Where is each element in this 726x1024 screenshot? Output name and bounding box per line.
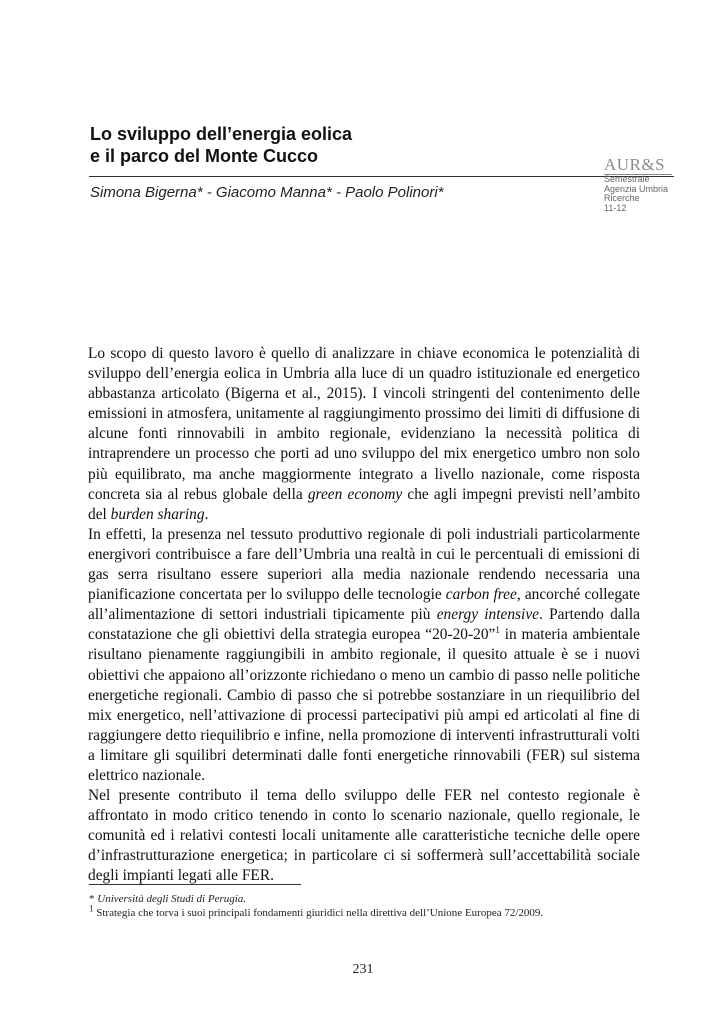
article-title bbox=[90, 123, 610, 167]
title-line-2: e il parco del Monte Cucco bbox=[90, 146, 319, 166]
logo-mark: AUR&S bbox=[604, 156, 672, 175]
footnote-2 bbox=[89, 903, 544, 920]
footnote-1 bbox=[89, 892, 543, 906]
title-line-1: Lo sviluppo dell’energia eolica bbox=[90, 124, 353, 144]
text-run: Lo scopo di questo lavoro è quello di analizzare in chiave economica le potenzialità di sviluppo dell’energia eolica in Umbria alla luce di un quadro istituzionale ed energetico abbastanza articolato (Bigerna et al., 2015). I vincoli stringenti del contenimento delle emissioni in atmosfera, unitamente al raggiungimento prossimo dei limiti di diffusione di alcune fonti rinnovabili in ambito regionale, evidenziano la necessità politica di intraprendere un processo che porti ad uno sviluppo del mix energetico umbro non solo più equilibrato, ma anche maggiormente integrato a livello nazionale, come risposta concreta sia al rebus globale della bbox=[88, 345, 640, 503]
paragraph-1 bbox=[88, 344, 640, 525]
logo-line-4: 11-12 bbox=[604, 202, 627, 213]
text-run: . bbox=[270, 867, 274, 885]
paragraph-3 bbox=[88, 786, 640, 886]
acronym: FER bbox=[531, 746, 560, 764]
emphasis: energy intensive bbox=[436, 606, 539, 624]
footnote-text: Università degli Studi di Perugia. bbox=[97, 893, 247, 905]
acronym: FER bbox=[444, 787, 473, 805]
article-body bbox=[88, 344, 640, 887]
acronym: FER bbox=[241, 867, 271, 885]
emphasis: burden sharing bbox=[110, 505, 205, 523]
text-run: . Partendo dalla constatazione che gli obiettivi della strategia europea “20-20-20” bbox=[88, 606, 640, 644]
emphasis: green economy bbox=[307, 485, 403, 503]
footnotes bbox=[89, 892, 543, 920]
text-run: Nel presente contributo il tema dello sviluppo delle bbox=[88, 787, 445, 805]
logo-line-2: Agenzia Umbria bbox=[604, 183, 669, 194]
title-rule bbox=[89, 176, 674, 177]
text-run: In effetti, la presenza nel tessuto produttivo regionale di poli industriali particolarmente energivori contribuisce a fare dell’Umbria una realtà in cui le percentuali di emissioni di gas serra risultano essere superiori alla media nazionale rendendo necessaria una pianificazione concertata per lo sviluppo delle tecnologie bbox=[88, 525, 640, 604]
text-run: in materia ambientale risultano pienamente raggiungibili in ambito regionale, il quesito attuale è se i nuovi obiettivi che appaiono all’orizzonte richiedano o meno un cambio di passo nelle politiche energetiche regionali. Cambio di passo che si potrebbe sostanziare in un riequilibrio del mix energetico, nell’attivazione di processi partecipativi più ampi ed articolati al fine di raggiungere detto riequilibrio e infine, nella promozione di interventi infrastrutturali volti a limitare gli squilibri determinati dalle fonti energetiche rinnovabili ( bbox=[88, 626, 641, 764]
journal-logo bbox=[604, 156, 682, 213]
logo-line-1: Semestrale bbox=[604, 174, 650, 184]
text-run: . bbox=[204, 505, 209, 523]
footnote-ref: 1 bbox=[495, 625, 500, 636]
logo-line-3: Ricerche bbox=[604, 193, 640, 203]
paragraph-2 bbox=[88, 525, 640, 786]
emphasis: carbon free bbox=[445, 586, 517, 604]
footnote-marker: 1 bbox=[89, 903, 94, 914]
footnote-rule bbox=[89, 884, 301, 885]
page-number: 231 bbox=[352, 962, 374, 977]
text-run: che agli impegni previsti nell’ambito del bbox=[88, 485, 641, 523]
text-run: nel contesto regionale è affrontato in modo critico tenendo in conto lo scenario nazionale, quello regionale, le comunità ed i relativi contesti locali unitamente alle caratteristiche tecniche delle opere d’infrastrutturazione energetica; in particolare ci si soffermerà sull’accettabilità sociale degli impianti legati alle bbox=[88, 787, 640, 885]
text-run: ) sul sistema elettrico nazionale. bbox=[88, 746, 640, 784]
footnote-text: Strategia che torva i suoi principali fondamenti giuridici nella direttiva dell’Unione Europea 72/2009. bbox=[96, 907, 544, 919]
text-run: , ancorché collegate all’alimentazione di settori industriali tipicamente più bbox=[88, 586, 640, 624]
footnote-marker: * bbox=[89, 893, 95, 905]
authors-line: Simona Bigerna* - Giacomo Manna* - Paolo Polinori* bbox=[90, 184, 444, 201]
